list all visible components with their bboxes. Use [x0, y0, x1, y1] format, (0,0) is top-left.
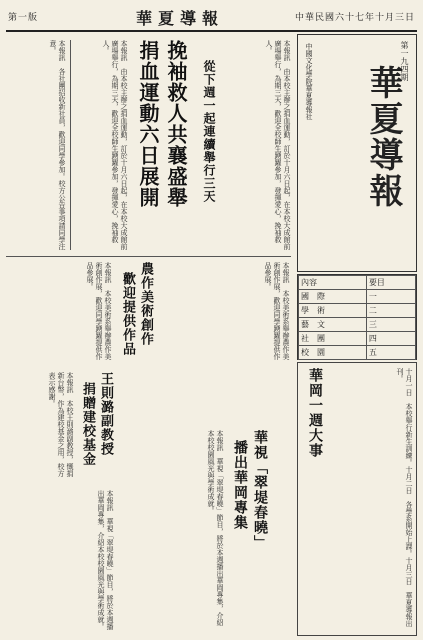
tv-article-text: 本報訊 華視「翠堤春曉」節目，將於本週播出華岡專集，介紹本校校園風光與學術成就。 — [207, 430, 224, 626]
paper-name-top: 華夏導報 — [136, 9, 225, 28]
issue-date: 中華民國六十七年十月三日 — [294, 13, 415, 23]
index-cell: 四 — [366, 332, 415, 346]
tv-article-cont: 本報訊 華視「翠堤春曉」節目，將於本週播出華岡專集，介紹本校校園風光與學術成就。 — [97, 490, 114, 630]
art-subheadline: 歡迎提供作品 — [120, 272, 135, 356]
issue-number: 第一九四期 — [400, 41, 409, 81]
donate-article-text: 本報訊 本校王則潞副教授，慨捐新台幣，作為建校基金之用，校方表示感謝。 — [48, 372, 74, 477]
main-headline: 捐血運動六日展開 — [136, 40, 160, 208]
index-row — [299, 290, 416, 304]
contents-index — [297, 274, 417, 360]
art-article-text: 本報訊 本校美術系舉辦農作美術創作展，歡迎同學踴躍提供作品參展。 — [86, 262, 112, 360]
index-row — [299, 304, 416, 318]
publisher-info: 中國文化學院華夏導報社 — [305, 43, 313, 120]
index-row — [299, 332, 416, 346]
main-subheadline: 挽袖救人共襄盛舉 — [164, 40, 188, 208]
main-article-cont: 本報訊 由本校主辦之捐血運動，訂於十月六日起，在本校大成館前廣場舉行，為期三天，歡迎全校師生踴躍參加，發揮愛心，挽袖救人。 — [102, 40, 128, 250]
index-cell: 國 際 — [299, 290, 367, 304]
paper-logo: 華夏導報 — [363, 65, 403, 209]
index-cell: 二 — [366, 304, 415, 318]
index-cell: 要目 — [366, 276, 415, 290]
divider — [6, 256, 291, 257]
index-cell: 社 團 — [299, 332, 367, 346]
index-cell: 內容 — [299, 276, 367, 290]
page-number: 第一版 — [8, 13, 39, 23]
tv-headline: 華視「翠堤春曉」 — [252, 430, 268, 550]
index-row — [299, 318, 416, 332]
week-headline: 華岡一週大事 — [307, 368, 323, 458]
art-headline: 農作美術創作 — [138, 262, 153, 346]
main-side-headline: 從下週一起連續舉行三天 — [202, 60, 216, 203]
week-events-text: 十月一日 本校舉行新生訓練。十月二日 各學系開始上課。十月三日 華夏導報出刊。 — [396, 368, 413, 627]
index-row — [299, 346, 416, 360]
top-bar — [6, 4, 417, 32]
index-cell: 藝 文 — [299, 318, 367, 332]
main-article-text: 本報訊 由本校主辦之捐血運動，訂於十月六日起，在本校大成館前廣場舉行，為期三天，歡迎全校師生踴躍參加，發揮愛心，挽袖救人。 — [265, 40, 291, 250]
donate-subheadline: 捐贈建校基金 — [80, 382, 95, 466]
masthead — [297, 34, 417, 272]
art-article-cont: 本報訊 本校美術系舉辦農作美術創作展，歡迎同學踴躍提供作品參展。 — [264, 262, 290, 360]
index-row — [299, 276, 416, 290]
index-cell: 三 — [366, 318, 415, 332]
divider — [70, 40, 71, 250]
index-table — [298, 275, 416, 360]
index-cell: 五 — [366, 346, 415, 360]
index-cell: 一 — [366, 290, 415, 304]
index-cell: 校 園 — [299, 346, 367, 360]
donate-headline: 王則潞副教授 — [98, 372, 113, 456]
tv-subheadline: 播出華岡專集 — [232, 440, 248, 530]
index-cell: 學 術 — [299, 304, 367, 318]
misc-article-text: 本報訊 各社團招收新社員，歡迎同學參加。校方公告事項請同學注意。 — [49, 40, 66, 250]
